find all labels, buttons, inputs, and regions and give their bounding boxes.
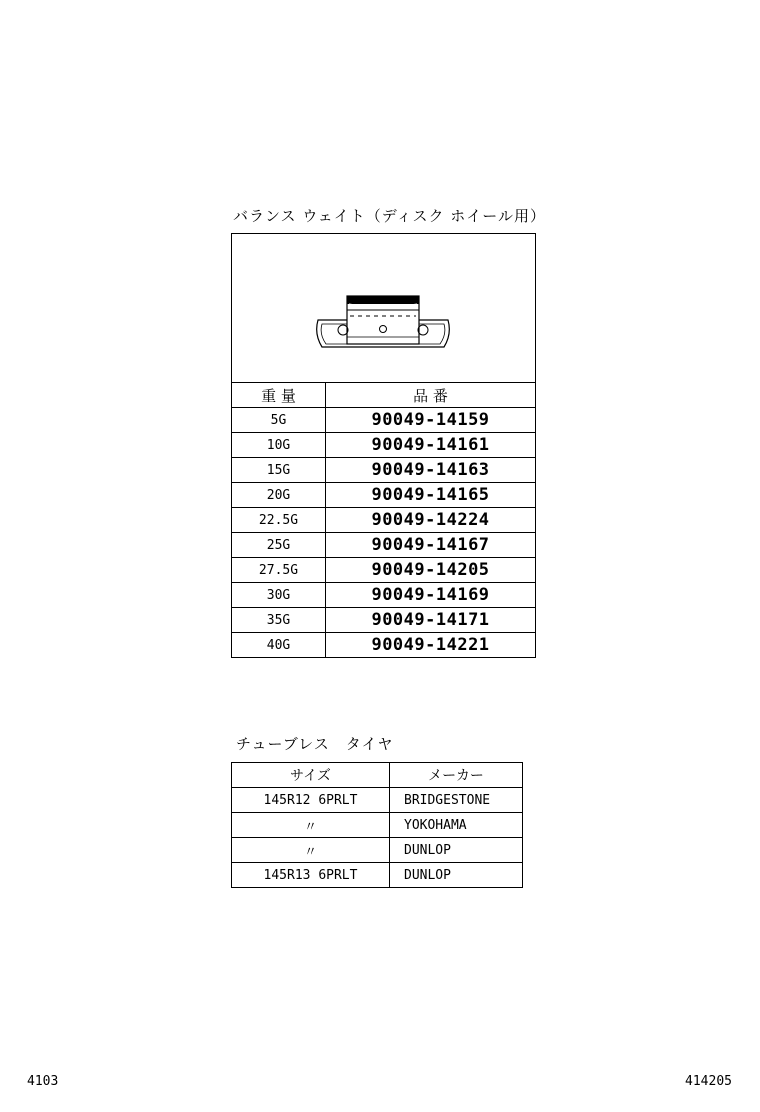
table-row [232, 838, 523, 863]
tubeless-tire-title: チューブレス タイヤ [236, 735, 394, 753]
part-no-cell: 90049-14171 [326, 608, 536, 633]
table-row [232, 633, 536, 658]
balance-weight-header-row [232, 383, 536, 408]
weight-cell: 10G [232, 433, 326, 458]
weight-cell: 25G [232, 533, 326, 558]
balance-weight-title: バランス ウェイト（ディスク ホイール用） [233, 207, 546, 225]
maker-cell: DUNLOP [390, 838, 523, 863]
part-no-cell: 90049-14161 [326, 433, 536, 458]
part-no-cell: 90049-14221 [326, 633, 536, 658]
table-row [232, 433, 536, 458]
maker-cell: DUNLOP [390, 863, 523, 888]
table-row [232, 458, 536, 483]
maker-header: メーカー [390, 763, 523, 788]
table-row [232, 408, 536, 433]
weight-cell: 22.5G [232, 508, 326, 533]
table-row [232, 813, 523, 838]
weight-cell: 15G [232, 458, 326, 483]
table-row [232, 583, 536, 608]
part-no-cell: 90049-14224 [326, 508, 536, 533]
maker-cell: BRIDGESTONE [390, 788, 523, 813]
part-no-cell: 90049-14167 [326, 533, 536, 558]
table-row [232, 508, 536, 533]
size-header: サイズ [232, 763, 390, 788]
table-row [232, 483, 536, 508]
table-row [232, 608, 536, 633]
balance-weight-illustration-cell [232, 234, 536, 383]
tire-header-row [232, 763, 523, 788]
balance-weight-table [231, 233, 536, 658]
table-row [232, 863, 523, 888]
weight-cell: 20G [232, 483, 326, 508]
footer-right-code: 414205 [685, 1074, 732, 1089]
table-row [232, 788, 523, 813]
part-no-cell: 90049-14169 [326, 583, 536, 608]
weight-cell: 30G [232, 583, 326, 608]
part-no-cell: 90049-14205 [326, 558, 536, 583]
size-cell: 〃 [232, 838, 390, 863]
table-row [232, 533, 536, 558]
table-row [232, 558, 536, 583]
weight-header: 重 量 [232, 383, 326, 408]
part-no-header: 品 番 [326, 383, 536, 408]
footer-left-code: 4103 [27, 1074, 59, 1089]
tubeless-tire-table [231, 762, 523, 888]
weight-cell: 5G [232, 408, 326, 433]
size-cell: 145R13 6PRLT [232, 863, 390, 888]
weight-cell: 27.5G [232, 558, 326, 583]
part-no-cell: 90049-14159 [326, 408, 536, 433]
balance-weight-illustration [232, 234, 535, 382]
weight-cell: 40G [232, 633, 326, 658]
maker-cell: YOKOHAMA [390, 813, 523, 838]
weight-cell: 35G [232, 608, 326, 633]
size-cell: 145R12 6PRLT [232, 788, 390, 813]
part-no-cell: 90049-14165 [326, 483, 536, 508]
part-no-cell: 90049-14163 [326, 458, 536, 483]
size-cell: 〃 [232, 813, 390, 838]
